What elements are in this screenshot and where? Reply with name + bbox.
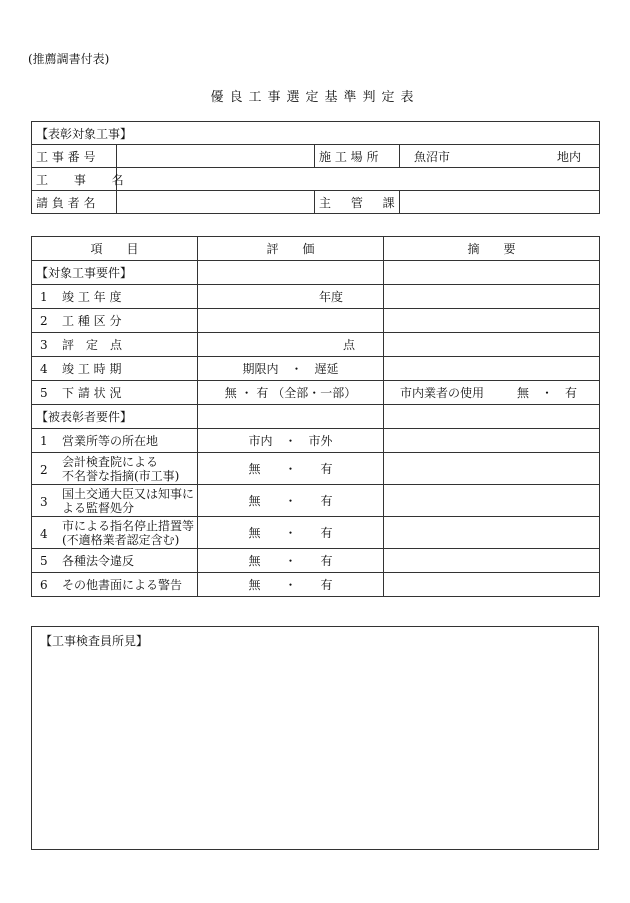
page-title: 優良工事選定基準判定表 — [210, 90, 420, 105]
target-header: 【表彰対象工事】 — [32, 122, 600, 145]
table-row: 4 竣 工 時 期 期限内 ・ 遅延 — [32, 357, 600, 381]
header-eval: 評 価 — [198, 237, 384, 261]
eval-field[interactable]: 期限内 ・ 遅延 — [198, 357, 384, 381]
remarks-field[interactable] — [384, 429, 600, 453]
group2-eval — [198, 405, 384, 429]
contractor-label: 請 負 者 名 — [32, 191, 117, 214]
work-number-label: 工 事 番 号 — [32, 145, 117, 168]
section-label: 主 管 課 — [315, 191, 400, 214]
remarks-field[interactable] — [384, 453, 600, 485]
remarks-field[interactable] — [384, 573, 600, 597]
work-number-field[interactable] — [117, 145, 315, 168]
table-row: 3 評 定 点 点 — [32, 333, 600, 357]
remarks-field[interactable] — [384, 357, 600, 381]
target-work-table — [31, 121, 600, 214]
table-row: 1 竣 工 年 度 年度 — [32, 285, 600, 309]
contractor-field[interactable] — [117, 191, 315, 214]
place-field[interactable] — [400, 145, 600, 168]
section-field[interactable] — [400, 191, 600, 214]
remarks-field[interactable]: 市内業者の使用 無 ・ 有 — [384, 381, 600, 405]
remarks-field[interactable] — [384, 285, 600, 309]
table-row: 1 営業所等の所在地 市内 ・ 市外 — [32, 429, 600, 453]
group1-title: 【対象工事要件】 — [32, 261, 198, 285]
eval-field[interactable]: 点 — [198, 333, 384, 357]
table-row: 4市による指名停止措置等 (不適格業者認定含む) 無 ・ 有 — [32, 517, 600, 549]
eval-field[interactable]: 無 ・ 有 — [198, 549, 384, 573]
header-remarks: 摘 要 — [384, 237, 600, 261]
eval-field[interactable]: 無 ・ 有 （全部・一部） — [198, 381, 384, 405]
group2-title: 【被表彰者要件】 — [32, 405, 198, 429]
table-row: 5 下 請 状 況 無 ・ 有 （全部・一部） 市内業者の使用 無 ・ 有 — [32, 381, 600, 405]
work-name-label: 工 事 名 — [32, 168, 117, 191]
table-row: 2会計検査院による 不名誉な指摘(市工事) 無 ・ 有 — [32, 453, 600, 485]
eval-field[interactable]: 無 ・ 有 — [198, 573, 384, 597]
place-city: 魚沼市 — [414, 149, 451, 164]
table-row: 6 その他書面による警告 無 ・ 有 — [32, 573, 600, 597]
eval-field[interactable]: 無 ・ 有 — [198, 453, 384, 485]
inspector-remarks-title: 【工事検査員所見】 — [40, 634, 149, 648]
remarks-field[interactable] — [384, 517, 600, 549]
eval-field[interactable]: 市内 ・ 市外 — [198, 429, 384, 453]
work-name-field[interactable] — [117, 168, 600, 191]
inspector-remarks-body[interactable] — [40, 653, 590, 841]
eval-field[interactable]: 無 ・ 有 — [198, 517, 384, 549]
remarks-field[interactable] — [384, 485, 600, 517]
table-row: 5 各種法令違反 無 ・ 有 — [32, 549, 600, 573]
header-item: 項 目 — [32, 237, 198, 261]
form-note: (推薦調書付表) — [28, 52, 110, 66]
criteria-table — [31, 236, 600, 597]
eval-field[interactable]: 年度 — [198, 285, 384, 309]
eval-field[interactable]: 無 ・ 有 — [198, 485, 384, 517]
place-suffix: 地内 — [557, 149, 582, 164]
group2-remarks — [384, 405, 600, 429]
eval-field[interactable] — [198, 309, 384, 333]
table-row: 2 工 種 区 分 — [32, 309, 600, 333]
inspector-remarks-box[interactable] — [31, 626, 599, 850]
remarks-field[interactable] — [384, 333, 600, 357]
table-row: 3国土交通大臣又は知事に よる監督処分 無 ・ 有 — [32, 485, 600, 517]
group1-eval — [198, 261, 384, 285]
remarks-field[interactable] — [384, 309, 600, 333]
group1-remarks — [384, 261, 600, 285]
remarks-field[interactable] — [384, 549, 600, 573]
place-label: 施 工 場 所 — [315, 145, 400, 168]
